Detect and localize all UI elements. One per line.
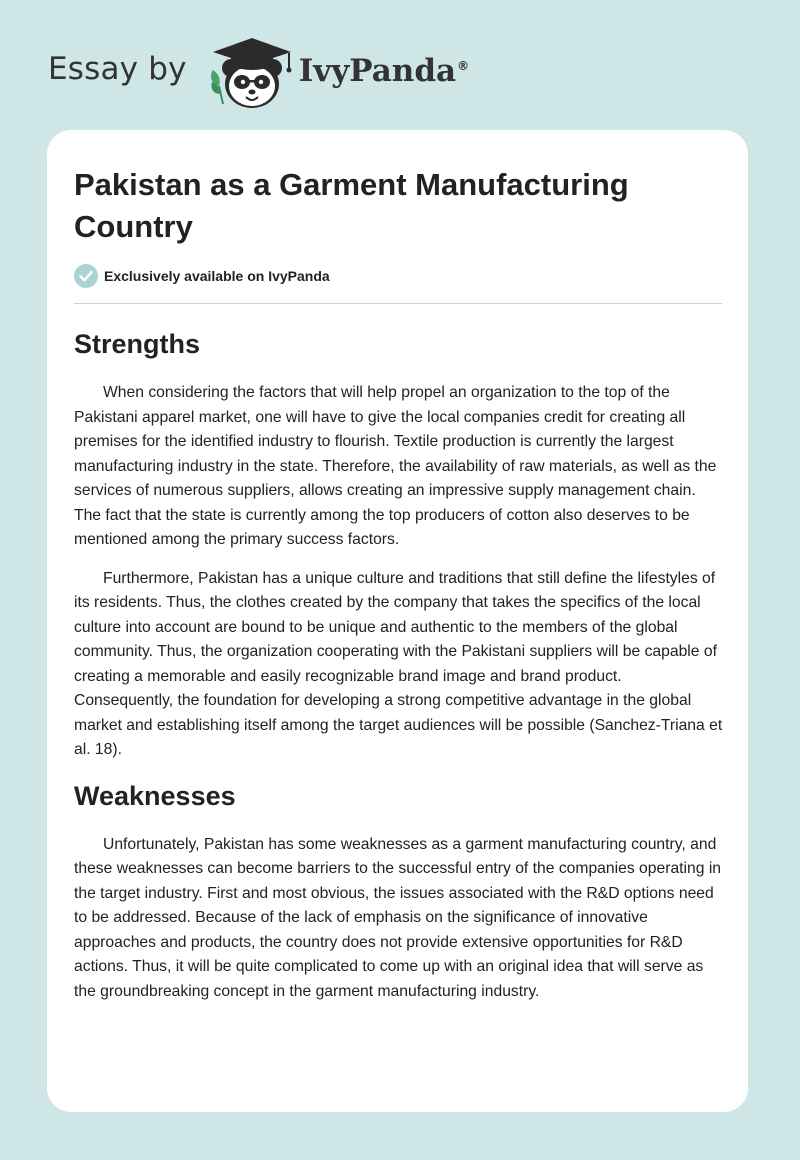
- essay-card: [47, 130, 748, 1112]
- title-divider: [74, 303, 722, 304]
- paragraph: Furthermore, Pakistan has a unique culture and traditions that still define the lifestyles of its residents. Thus, the clothes created by the company that takes the specifics of the local culture into account are bound to be unique and authentic to the members of the global community. Thus, the organization cooperating with the Pakistani suppliers will be capable of creating a memorable and easily recognizable brand image and brand product. Consequently, the foundation for developing a strong competitive advantage in the global market and establishing itself among the target audiences will be possible (Sanchez-Triana et al. 18).: [74, 569, 723, 758]
- brand-name-text: IvyPanda: [298, 53, 457, 89]
- panda-graduation-cap-icon[interactable]: [205, 34, 297, 110]
- check-circle-icon: [74, 264, 98, 288]
- paragraph: When considering the factors that will help propel an organization to the top of the Pakistani apparel market, one will have to give the local companies credit for creating all premises for the identified industry to flourish. Textile production is currently the largest manufacturing industry in the state. Therefore, the availability of raw materials, as well as the services of numerous suppliers, allows creating an impressive supply management chain. The fact that the state is currently among the top producers of cotton also deserves to be mentioned among the primary success factors.: [74, 384, 717, 548]
- section-strengths: [74, 325, 724, 763]
- section-weaknesses: [74, 777, 724, 1005]
- paragraph: Unfortunately, Pakistan has some weaknesses as a garment manufacturing country, and these weaknesses can become barriers to the successful entry of the companies operating in the target industry. First and most obvious, the issues associated with the R&D options need to be addressed. Because of the lack of emphasis on the significance of innovative approaches and products, the country does not provide extensive opportunities for R&D actions. Thus, it will be quite complicated to come up with an original idea that will serve as the groundbreaking concept in the garment manufacturing industry.: [74, 835, 722, 1000]
- section-heading: Weaknesses: [74, 780, 236, 811]
- exclusive-badge: [74, 264, 330, 288]
- essay-body: [74, 325, 724, 1018]
- essay-by-label: Essay by: [48, 51, 187, 87]
- exclusive-badge-label: Exclusively available on IvyPanda: [104, 268, 330, 284]
- essay-title: Pakistan as a Garment Manufacturing Country: [74, 167, 629, 244]
- registered-mark: ®: [457, 58, 470, 73]
- site-header: [48, 34, 469, 110]
- brand-name[interactable]: [299, 53, 469, 89]
- section-heading: Strengths: [74, 329, 201, 359]
